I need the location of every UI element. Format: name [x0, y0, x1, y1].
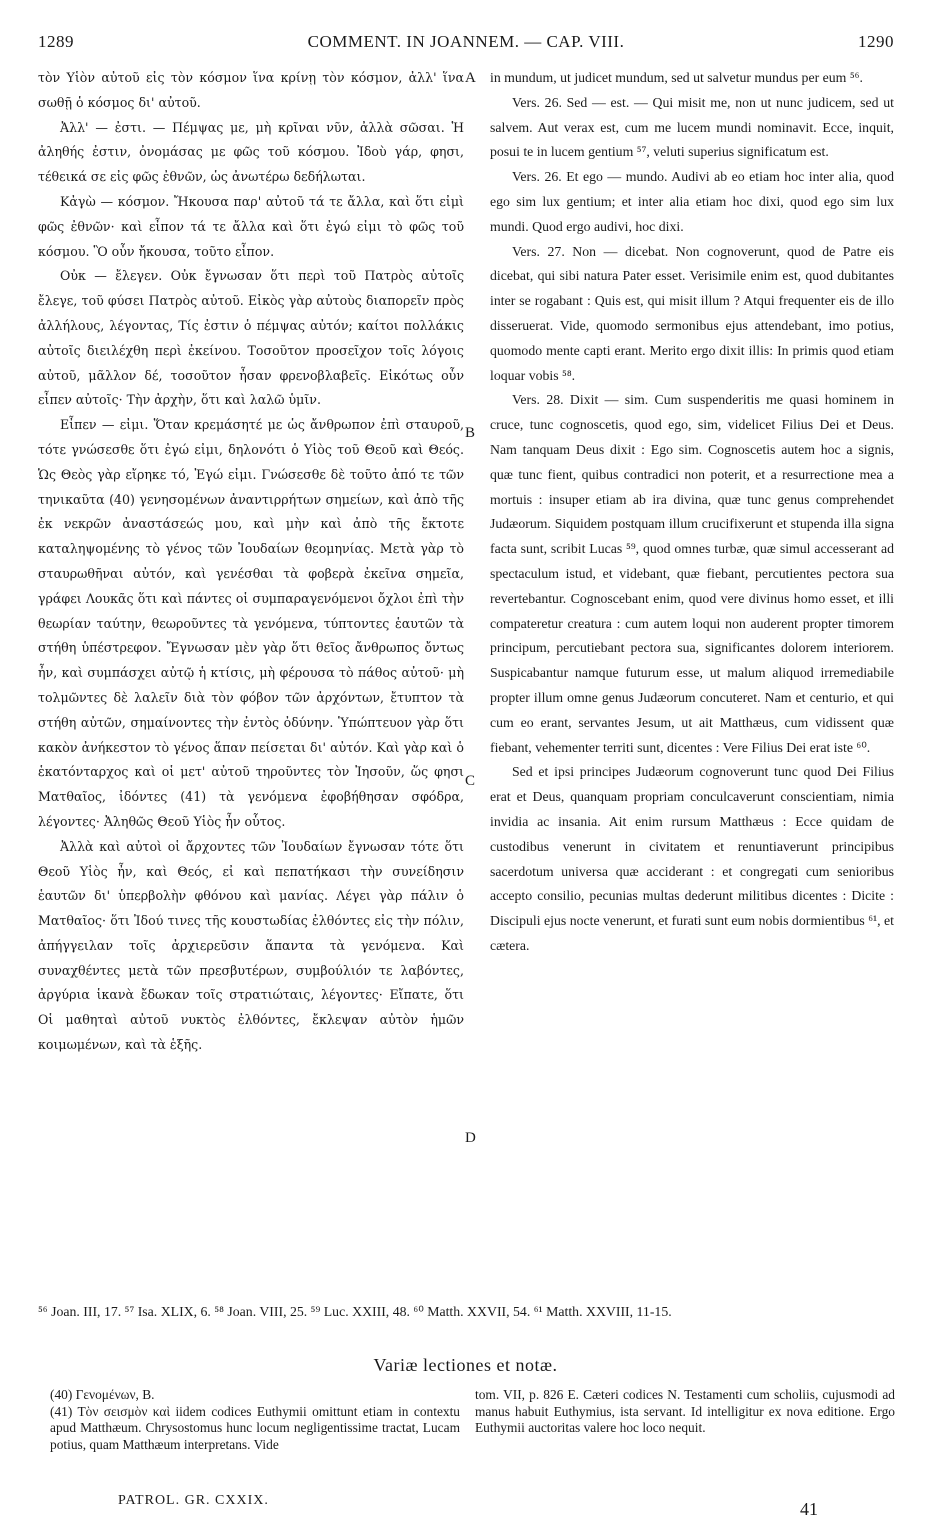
margin-marker-c: C	[465, 773, 476, 789]
margin-marker-b: B	[465, 425, 476, 441]
greek-paragraph: Κἀγὼ — κόσμον. Ἤκουσα παρ' αὐτοῦ τά τε ἄλλα, καὶ ὅτι εἰμὶ φῶς ἐθνῶν· καὶ εἶπον τά τε ἄλλα καὶ ὅτι ἐγώ εἰμι τὸ φῶς τοῦ κόσμου. Ὃ οὖν ἤκουσα, τοῦτο εἶπον.	[38, 193, 464, 259]
latin-column	[490, 66, 894, 959]
margin-marker-a: A	[465, 70, 476, 86]
greek-paragraph: Ἀλλὰ καὶ αὐτοὶ οἱ ἄρχοντες τῶν Ἰουδαίων ἔγνωσαν τότε ὅτι Θεοῦ Υἱὸς ἦν, καὶ Θεός, εἰ καὶ πεπατήκασι τὴν συνείδησιν ἑαυτῶν δι' ὑπερβολὴν φθόνου καὶ μανίας. Λέγει γὰρ πάλιν ὁ Ματθαῖος· ὅτι Ἰδού τινες τῆς κουστωδίας ἐλθόντες εἰς τὴν πόλιν, ἀπήγγειλαν τοῖς ἀρχιερεῦσιν ἅπαντα τὰ γενόμενα. Καὶ συναχθέντες μετὰ τῶν πρεσβυτέρων, συμβούλιόν τε λαβόντες, ἀργύρια ἱκανὰ ἔδωκαν τοῖς στρατιώταις, λέγοντες· Εἴπατε, ὅτι Οἱ μαθηταὶ αὐτοῦ νυκτὸς ἐλθόντες, ἔκλεψαν αὐτὸν ἡμῶν κοιμωμένων, καὶ τὰ ἑξῆς.	[38, 838, 464, 1053]
patrol-signature: PATROL. GR. CXXIX.	[118, 1493, 269, 1508]
running-title: COMMENT. IN JOANNEM. — CAP. VIII.	[307, 32, 625, 51]
variant-note: (41) Τὸν σεισμὸν καὶ iidem codices Euthymii omittunt etiam in contextu apud Matthæum. Chrysostomus hunc locum negligentissime tractat, Lucam potius, quam Matthæum interpretans. Vide	[50, 1403, 460, 1452]
latin-paragraph: Sed et ipsi principes Judæorum cognoverunt tunc quod Dei Filius erat et Deus, quanquam propriam conculcaverunt conscientiam, nimia invidia ac insania. Ait enim rursum Matthæus : Ecce quidam de custodibus venerunt in civitatem et renuntiaverunt principibus sacerdotum universa quæ acciderant : et congregati cum senioribus accepto consilio, pecunias multas dederunt militibus dicentes : Dicite : Discipuli ejus nocte venerunt, et furati sunt eum nobis dormientibus ⁶¹, et cætera.	[490, 764, 894, 953]
variants-left-column	[50, 1387, 460, 1453]
greek-paragraph: Ἀλλ' — ἐστι. — Πέμψας με, μὴ κρῖναι νῦν, ἀλλὰ σῶσαι. Ἡ ἀληθής ἐστιν, ὀνομάσας με φῶς τοῦ κόσμου. Ἰδοὺ γάρ, φησι, τέθεικά σε εἰς φῶς ἐθνῶν, ὡς ἀνωτέρω δεδήλωται.	[38, 119, 464, 185]
sheet-number: 41	[800, 1499, 818, 1519]
variants-title: Variæ lectiones et notæ.	[373, 1355, 558, 1375]
page-number-right: 1290	[858, 32, 894, 51]
greek-paragraph: τὸν Υἱὸν αὐτοῦ εἰς τὸν κόσμον ἵνα κρίνῃ τὸν κόσμον, ἀλλ' ἵνα σωθῇ ὁ κόσμος δι' αὐτοῦ.	[38, 70, 464, 110]
latin-paragraph: Vers. 28. Dixit — sim. Cum suspenderitis me quasi hominem in cruce, tunc cognoscetis, quod ego, sim, videlicet Filius Dei et Deus. Nam tanquam Deus dixit : Ego sim. Cognoscetis autem hoc a signis, quæ tunc fient, quibus contradici non poterit, et a resurrectione mea a mortuis : insuper etiam ab ira divina, quæ tunc genus comprehendet Judæorum. Siquidem postquam illum crucifixerunt et stupenda illa signa facta sunt, scribit Lucas ⁵⁹, quod omnes turbæ, quæ simul accesserant ad spectaculum istud, et videbant, quæ fiebant, percutientes pectora sua revertebantur. Cognoscebant enim, quod vere divinus homo esset, et illi compateretur creatura : cum autem loqui non auderent propter timorem principum, percutiebant pectora sua, significantes dolorem interiorem. Suspicabantur namque futurum esse, ut malum aliquod irremediabile propter illum omne genus Judæorum concuteret. Nam et centurio, et qui cum eo erant, servantes Jesum, ut ait Matthæus, cum vidissent quæ fiebant, vehementer territi sunt, dicentes : Vere Filius Dei erat iste ⁶⁰.	[490, 392, 894, 755]
variant-note: tom. VII, p. 826 E. Cæteri codices N. Testamenti cum scholiis, cujusmodi ad manus habuit Euthymius, ista servant. Id intelligitur ex nova editione. Ergo Euthymii auctoritas valere hoc loco nequit.	[475, 1387, 895, 1436]
latin-paragraph: in mundum, ut judicet mundum, sed ut salvetur mundus per eum ⁵⁶.	[490, 70, 863, 85]
variant-note: (40) Γενομένων, B.	[50, 1387, 155, 1402]
latin-paragraph: Vers. 27. Non — dicebat. Non cognoverunt, quod de Patre eis dicebat, qui sibi natura Pater esset. Verisimile enim est, quod dubitantes inter se rogabant : Quis est, qui misit illum ? Atqui frequenter eis de illo disseruerat. Vide, quomodo sermonibus ejus attendebant, imo potius, quomodo mente capti erant. Merito ergo dixit illis: In primis quod etiam loquar vobis ⁵⁸.	[490, 243, 894, 383]
footnotes: ⁵⁶ Joan. III, 17. ⁵⁷ Isa. XLIX, 6. ⁵⁸ Joan. VIII, 25. ⁵⁹ Luc. XXIII, 48. ⁶⁰ Matth. XXVII, 54. ⁶¹ Matth. XXVIII, 11-15.	[38, 1304, 672, 1319]
greek-column	[38, 66, 464, 1058]
margin-marker-d: D	[465, 1130, 476, 1146]
latin-paragraph: Vers. 26. Et ego — mundo. Audivi ab eo etiam hoc inter alia, quod ego sim lux gentium; et inter alia etiam hoc dixi, quod ego sim lux mundi. Quod ergo audivi, hoc dixi.	[490, 169, 894, 234]
greek-paragraph: Εἶπεν — εἰμι. Ὅταν κρεμάσητέ με ὡς ἄνθρωπον ἐπὶ σταυροῦ, τότε γνώσεσθε ὅτι ἐγώ εἰμι, δηλονότι ὁ Υἱὸς τοῦ Θεοῦ καὶ Θεός. Ὡς Θεὸς γὰρ εἴρηκε τό, Ἐγώ εἰμι. Γνώσεσθε δὲ τοῦτο ἀπό τε τῶν τηνικαῦτα (40) γενησομένων ἀναντιρρήτων σημείων, καὶ ἀπὸ τῆς ἐκ νεκρῶν ἀναστάσεώς μου, καὶ μὴν καὶ ἀπὸ τῆς ἔκτοτε καταληψομένης τὸ γένος τῶν Ἰουδαίων θεομηνίας. Μετὰ γὰρ τὸ σταυρωθῆναι αὐτόν, καὶ γενέσθαι τὰ φοβερὰ ἐκεῖνα σημεῖα, γράφει Λουκᾶς ὅτι καὶ πάντες οἱ συμπαραγενόμενοι ὄχλοι ἐπὶ τὴν θεωρίαν ταύτην, θεωροῦντες τὰ γενόμενα, τύπτοντες ἑαυτῶν τὰ στήθη ὑπέστρεφον. Ἔγνωσαν μὲν γὰρ ὅτι θεῖος ἄνθρωπος ὄντως ἦν, καὶ συμπάσχει αὐτῷ ἡ κτίσις, μὴ φέρουσα τὸ πάθος αὐτοῦ· μὴ τολμῶντες δὲ λαλεῖν διὰ τὸν φόβον τῶν ἀρχόντων, ἔτυπτον τὰ στήθη αὐτῶν, σημαίνοντες τὴν ἐντὸς ὀδύνην. Ὑπώπτευον γὰρ ὅτι κακὸν ἀνήκεστον τὸ γένος ἅπαν πείσεται δι' αὐτόν. Καὶ γὰρ καὶ ὁ ἑκατόνταρχος καὶ οἱ μετ' αὐτοῦ τηροῦντες τὸν Ἰησοῦν, ὥς φησι Ματθαῖος, ἰδόντες (41) τὰ γενόμενα ἐφοβήθησαν σφόδρα, λέγοντες· Ἀληθῶς Θεοῦ Υἱὸς ἦν οὗτος.	[38, 417, 464, 829]
variants-right-column	[475, 1387, 895, 1437]
page-number-left: 1289	[38, 32, 74, 51]
page-header	[38, 32, 894, 56]
greek-paragraph: Οὐκ — ἔλεγεν. Οὐκ ἔγνωσαν ὅτι περὶ τοῦ Πατρὸς αὐτοῖς ἔλεγε, τοῦ φύσει Πατρὸς αὐτοῦ. Εἰκὸς γὰρ αὐτοὺς διαπορεῖν πρὸς ἀλλήλους, λέγοντας, Τίς ἐστιν ὁ πέμψας αὐτόν; καίτοι πολλάκις αὐτοῖς διειλέχθη περὶ ἐκείνου. Τοσοῦτον προσεῖχον τοῖς λόγοις αὐτοῦ, μᾶλλον δέ, τοσοῦτον ἦσαν φρενοβλαβεῖς. Εἰκότως οὖν εἶπεν αὐτοῖς· Τὴν ἀρχὴν, ὅτι καὶ λαλῶ ὑμῖν.	[38, 268, 464, 408]
latin-paragraph: Vers. 26. Sed — est. — Qui misit me, non ut nunc judicem, sed ut salvem. Aut verax est, cum me lucem mundi nominavit. Ecce, inquit, posui te in lucem gentium ⁵⁷, veluti superius significatum est.	[490, 94, 894, 160]
